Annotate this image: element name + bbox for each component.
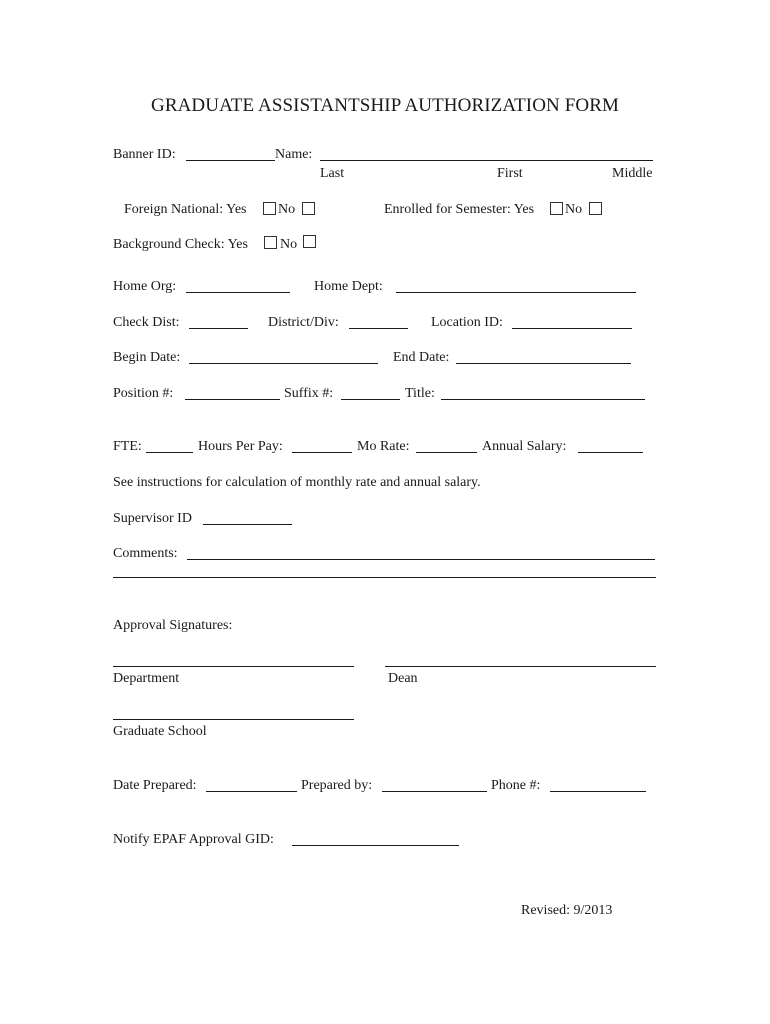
background-check-yes-checkbox[interactable] xyxy=(264,236,277,249)
supervisor-id-label: Supervisor ID xyxy=(113,511,192,526)
graduate-school-label: Graduate School xyxy=(113,724,207,739)
enrolled-semester-label: Enrolled for Semester: Yes xyxy=(384,202,535,217)
comments-field-line1[interactable] xyxy=(187,559,655,560)
begin-date-label: Begin Date: xyxy=(113,350,181,365)
dean-label: Dean xyxy=(388,671,418,686)
phone-field[interactable] xyxy=(550,791,646,792)
name-first-sublabel: First xyxy=(497,166,523,181)
suffix-label: Suffix #: xyxy=(284,386,334,401)
home-org-label: Home Org: xyxy=(113,279,177,294)
foreign-national-label: Foreign National: Yes xyxy=(124,202,247,217)
name-middle-sublabel: Middle xyxy=(612,166,653,181)
phone-label: Phone #: xyxy=(491,778,541,793)
location-id-label: Location ID: xyxy=(431,315,503,330)
enrolled-yes-checkbox[interactable] xyxy=(550,202,563,215)
enrolled-no-checkbox[interactable] xyxy=(589,202,602,215)
end-date-field[interactable] xyxy=(456,363,631,364)
foreign-national-no-label: No xyxy=(278,202,296,217)
home-dept-field[interactable] xyxy=(396,292,636,293)
hours-per-pay-label: Hours Per Pay: xyxy=(198,439,283,454)
check-dist-field[interactable] xyxy=(189,328,248,329)
instructions-text: See instructions for calculation of monthly rate and annual salary. xyxy=(113,475,481,490)
fte-field[interactable] xyxy=(146,452,193,453)
prepared-by-label: Prepared by: xyxy=(301,778,373,793)
mo-rate-label: Mo Rate: xyxy=(357,439,410,454)
comments-label: Comments: xyxy=(113,546,178,561)
department-signature-line[interactable] xyxy=(113,666,354,667)
enrolled-no-label: No xyxy=(565,202,583,217)
position-label: Position #: xyxy=(113,386,174,401)
background-check-no-label: No xyxy=(280,237,298,252)
location-id-field[interactable] xyxy=(512,328,632,329)
background-check-no-checkbox[interactable] xyxy=(303,235,316,248)
comments-field-line2[interactable] xyxy=(113,577,656,578)
dean-signature-line[interactable] xyxy=(385,666,656,667)
district-div-field[interactable] xyxy=(349,328,408,329)
notify-epaf-field[interactable] xyxy=(292,845,459,846)
department-label: Department xyxy=(113,671,180,686)
annual-salary-field[interactable] xyxy=(578,452,643,453)
home-org-field[interactable] xyxy=(186,292,290,293)
form-title: GRADUATE ASSISTANTSHIP AUTHORIZATION FORM xyxy=(151,95,619,116)
begin-date-field[interactable] xyxy=(189,363,378,364)
graduate-school-signature-line[interactable] xyxy=(113,719,354,720)
home-dept-label: Home Dept: xyxy=(314,279,383,294)
check-dist-label: Check Dist: xyxy=(113,315,180,330)
notify-epaf-label: Notify EPAF Approval GID: xyxy=(113,832,274,847)
end-date-label: End Date: xyxy=(393,350,450,365)
position-field[interactable] xyxy=(185,399,280,400)
banner-id-field[interactable] xyxy=(186,160,275,161)
revised-date: Revised: 9/2013 xyxy=(521,903,613,918)
title-label: Title: xyxy=(405,386,435,401)
hours-per-pay-field[interactable] xyxy=(292,452,352,453)
background-check-label: Background Check: Yes xyxy=(113,237,248,252)
approval-signatures-label: Approval Signatures: xyxy=(113,618,233,633)
suffix-field[interactable] xyxy=(341,399,400,400)
annual-salary-label: Annual Salary: xyxy=(482,439,567,454)
fte-label: FTE: xyxy=(113,439,142,454)
date-prepared-field[interactable] xyxy=(206,791,297,792)
name-last-sublabel: Last xyxy=(320,166,345,181)
name-field[interactable] xyxy=(320,160,653,161)
name-label: Name: xyxy=(275,147,313,162)
supervisor-id-field[interactable] xyxy=(203,524,292,525)
foreign-national-yes-checkbox[interactable] xyxy=(263,202,276,215)
date-prepared-label: Date Prepared: xyxy=(113,778,197,793)
district-div-label: District/Div: xyxy=(268,315,339,330)
banner-id-label: Banner ID: xyxy=(113,147,176,162)
title-field[interactable] xyxy=(441,399,645,400)
foreign-national-no-checkbox[interactable] xyxy=(302,202,315,215)
prepared-by-field[interactable] xyxy=(382,791,487,792)
mo-rate-field[interactable] xyxy=(416,452,477,453)
